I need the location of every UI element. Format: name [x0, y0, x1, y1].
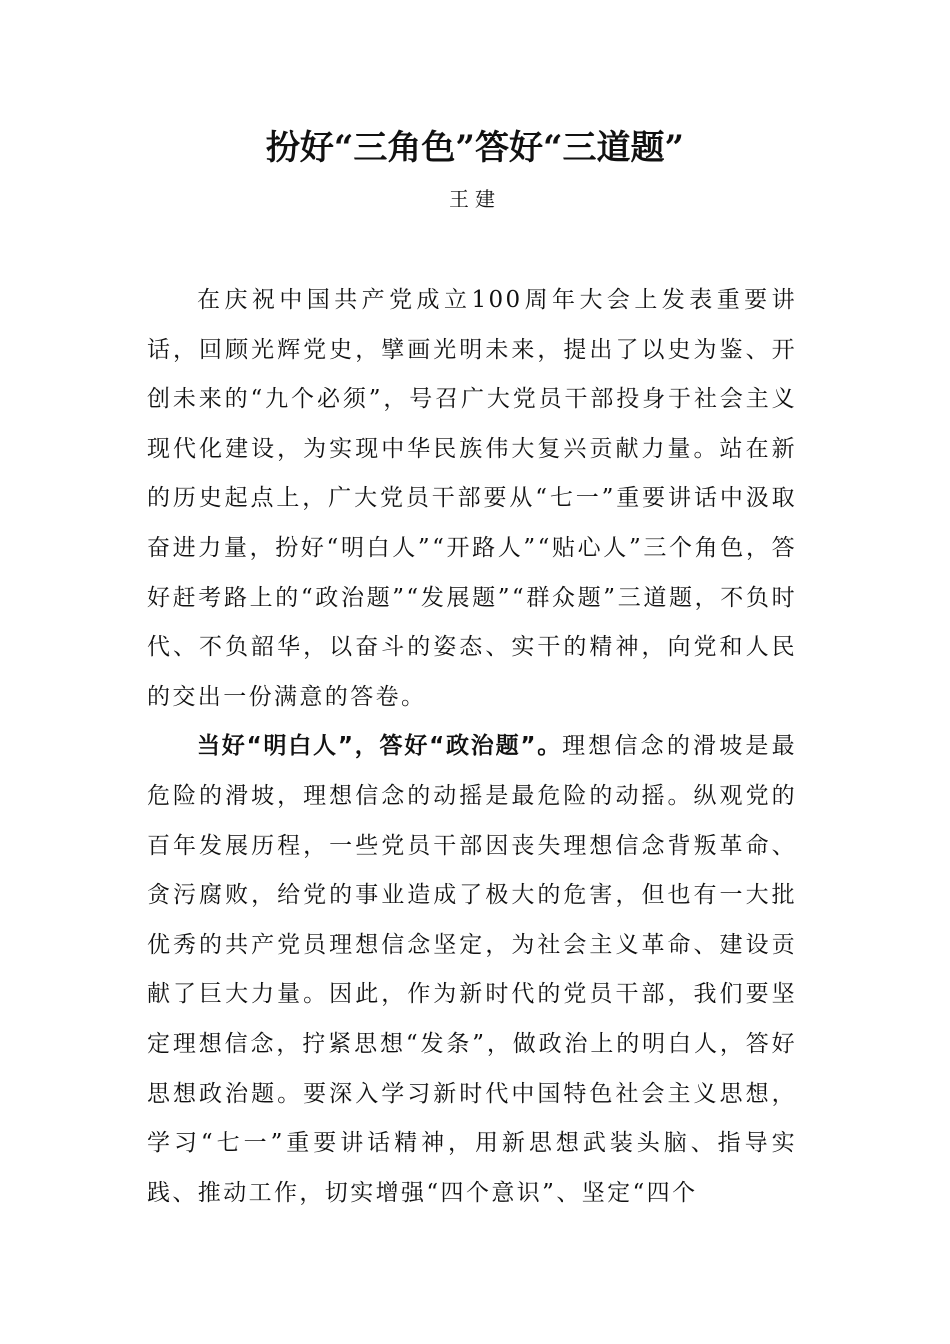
paragraph-text: 在庆祝中国共产党成立100周年大会上发表重要讲话，回顾光辉党史，擘画光明未来，提出了以史为鉴、开创未来的“九个必须”，号召广大党员干部投身于社会主义现代化建设，为实现中华民族伟大复兴贡献力量。站在新的历史起点上，广大党员干部要从“七一”重要讲话中汲取奋进力量，扮好“明白人”“开路人”“贴心人”三个角色，答好赶考路上的“政治题”“发展题”“群众题”三道题，不负时代、不负韶华，以奋斗的姿态、实干的精神，向党和人民的交出一份满意的答卷。	[147, 287, 797, 710]
document-body	[147, 276, 797, 1218]
author-name: 王建	[449, 187, 501, 211]
paragraph-text: 理想信念的滑坡是最危险的滑坡，理想信念的动摇是最危险的动摇。纵观党的百年发展历程，一些党员干部因丧失理想信念背叛革命、贪污腐败，给党的事业造成了极大的危害，但也有一大批优秀的共产党员理想信念坚定，为社会主义革命、建设贡献了巨大力量。因此，作为新时代的党员干部，我们要坚定理想信念，拧紧思想“发条”，做政治上的明白人，答好思想政治题。要深入学习新时代中国特色社会主义思想，学习“七一”重要讲话精神，用新思想武装头脑、指导实践、推动工作，切实增强“四个意识”、坚定“四个	[147, 733, 798, 1206]
paragraph-intro	[147, 276, 797, 722]
document-title: 扮好“三角色”答好“三道题”	[265, 128, 685, 168]
paragraph-section-1	[147, 722, 797, 1218]
paragraph-lead: 当好“明白人”，答好“政治题”。	[197, 733, 563, 760]
